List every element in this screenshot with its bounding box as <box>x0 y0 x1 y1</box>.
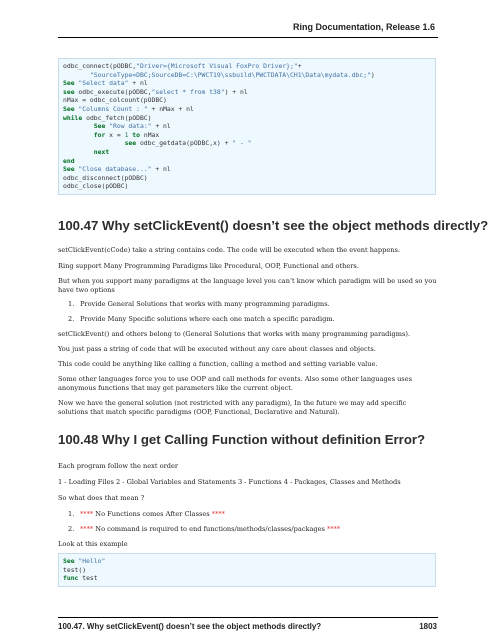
list-item <box>68 525 438 534</box>
code-token: nMax <box>140 130 160 139</box>
paragraph: This code could be anything like calling a function, calling a method and setting variable value. <box>58 360 378 368</box>
code-token: odbc_connect(pODBC, <box>63 62 137 70</box>
list-text: Provide General Solutions that works with many programming paradigms. <box>80 300 330 308</box>
paragraph: Some other languages force you to use OOP and call methods for events. Also some other languages uses anonymous functions that may get parameters like the current object. <box>58 375 412 392</box>
list-number: 2. <box>68 315 75 323</box>
code-line <box>63 88 431 97</box>
code-token: for <box>93 130 106 139</box>
code-token: end <box>63 156 75 165</box>
code-token: "SourceType=DBC;SourceDB=C:\PWCT19\ssbuild\PWCTDATA\CH1\Data\mydata.dbc;" <box>89 70 371 79</box>
list-number: 1. <box>68 300 75 308</box>
code-token: odbc_disconnect(pODBC) <box>63 173 148 182</box>
code-token: See <box>93 122 106 131</box>
code-token: "select * from t38" <box>151 87 225 96</box>
list-item <box>68 300 438 309</box>
code-token <box>63 148 94 156</box>
code-token: test <box>78 574 98 583</box>
code-token: odbc_fetch(pODBC) <box>82 113 152 122</box>
code-token: x = <box>105 130 125 139</box>
code-token: + nl <box>151 122 171 131</box>
emphasis-marker: **** <box>80 525 94 533</box>
page-header: Ring Documentation, Release 1.6 <box>292 22 435 32</box>
emphasis-marker: **** <box>211 510 225 518</box>
paragraph: But when you support many paradigms at the language level you can’t know which paradigm will be used so you have two options <box>58 277 437 294</box>
list-text: No Functions comes After Classes <box>95 510 210 518</box>
paragraph: setClickEvent(cCode) take a string contains code. The code will be executed when the event happens. <box>58 246 400 254</box>
list-text: Provide Many Specific solutions where each one match a specific paradigm. <box>80 315 335 323</box>
code-token: 1 <box>124 130 129 139</box>
emphasis-marker: **** <box>327 525 341 533</box>
paragraph: setClickEvent() and others belong to (General Solutions that works with many programming paradigms). <box>58 330 411 338</box>
code-line <box>63 557 431 566</box>
code-token: See <box>63 79 75 88</box>
code-line <box>63 96 431 105</box>
code-token: "Hello" <box>78 557 106 565</box>
code-token: odbc_getdata(pODBC,x) + <box>136 139 233 148</box>
code-token: "Select data" <box>78 79 129 88</box>
code-token: to <box>132 130 140 139</box>
paragraph: Ring support Many Programming Paradigms like Procedural, OOP, Functional and others. <box>58 262 359 270</box>
code-line <box>63 157 431 166</box>
paragraph: Look at this example <box>58 540 128 548</box>
code-token <box>63 71 90 79</box>
code-line <box>63 79 431 88</box>
code-token <box>63 131 94 139</box>
footer-rule <box>58 617 438 618</box>
code-token: See <box>63 557 75 565</box>
code-token: next <box>93 147 110 156</box>
code-token <box>63 139 125 147</box>
code-token: odbc_execute(pODBC, <box>74 87 152 96</box>
code-token: odbc_close(pODBC) <box>63 182 129 191</box>
header-rule <box>58 37 438 38</box>
code-token: + <box>297 62 302 70</box>
code-line <box>63 148 431 157</box>
code-line <box>63 131 431 140</box>
emphasis-marker: **** <box>80 510 94 518</box>
code-line <box>63 114 431 123</box>
code-token: " - " <box>232 139 252 148</box>
code-line <box>63 574 431 583</box>
code-token: "Columns Count : " <box>78 104 148 113</box>
code-block-example <box>58 553 436 587</box>
code-token: + nl <box>128 79 148 88</box>
code-line <box>63 165 431 174</box>
code-token: "Driver={Microsoft Visual FoxPro Driver};" <box>136 62 298 70</box>
code-token: ) + nl <box>224 87 248 96</box>
code-line <box>63 182 431 191</box>
code-token: nMax = odbc_colcount(pODBC) <box>63 96 167 105</box>
code-token: test() <box>63 565 87 574</box>
list-item <box>68 510 438 519</box>
list-item <box>68 315 438 324</box>
section-title-100-47: 100.47 Why setClickEvent() doesn’t see the object methods directly? <box>58 218 489 233</box>
code-token: while <box>63 113 83 122</box>
footer-section-title: 100.47. Why setClickEvent() doesn’t see the object methods directly? <box>58 622 322 631</box>
section-title-100-48: 100.48 Why I get Calling Function without definition Error? <box>58 432 426 447</box>
paragraph: Now we have the general solution (not restricted with any paradigm), In the future we may add specific solutions that match specific paradigms (OOP, Functional, Declarative and Natural). <box>58 399 407 416</box>
list-text: No command is required to end functions/methods/classes/packages <box>95 525 325 533</box>
code-token: see <box>124 139 137 148</box>
code-line <box>63 122 431 131</box>
code-token: See <box>63 104 75 113</box>
code-token: "Close database..." <box>78 165 152 174</box>
code-token: func <box>63 574 79 583</box>
code-line <box>63 62 431 71</box>
code-line <box>63 71 431 80</box>
code-token: see <box>63 87 75 96</box>
code-line <box>63 566 431 575</box>
list-number: 2. <box>68 525 75 533</box>
code-line <box>63 139 431 148</box>
paragraph: Each program follow the next order <box>58 462 179 470</box>
code-token: + nl <box>151 165 171 174</box>
paragraph: You just pass a string of code that will be executed without any care about classes and objects. <box>58 345 376 353</box>
paragraph: So what does that mean ? <box>58 494 145 502</box>
code-token <box>63 122 94 130</box>
code-token: ) <box>370 70 375 79</box>
code-token: See <box>63 165 75 174</box>
list-number: 1. <box>68 510 75 518</box>
code-line <box>63 174 431 183</box>
code-block-odbc <box>58 58 436 195</box>
code-line <box>63 105 431 114</box>
code-token: + nMax + nl <box>147 104 194 113</box>
paragraph: 1 - Loading Files 2 - Global Variables and Statements 3 - Functions 4 - Packages, Classes and Methods <box>58 478 401 486</box>
code-token: "Row data:" <box>109 122 152 131</box>
page-number: 1803 <box>419 622 437 631</box>
